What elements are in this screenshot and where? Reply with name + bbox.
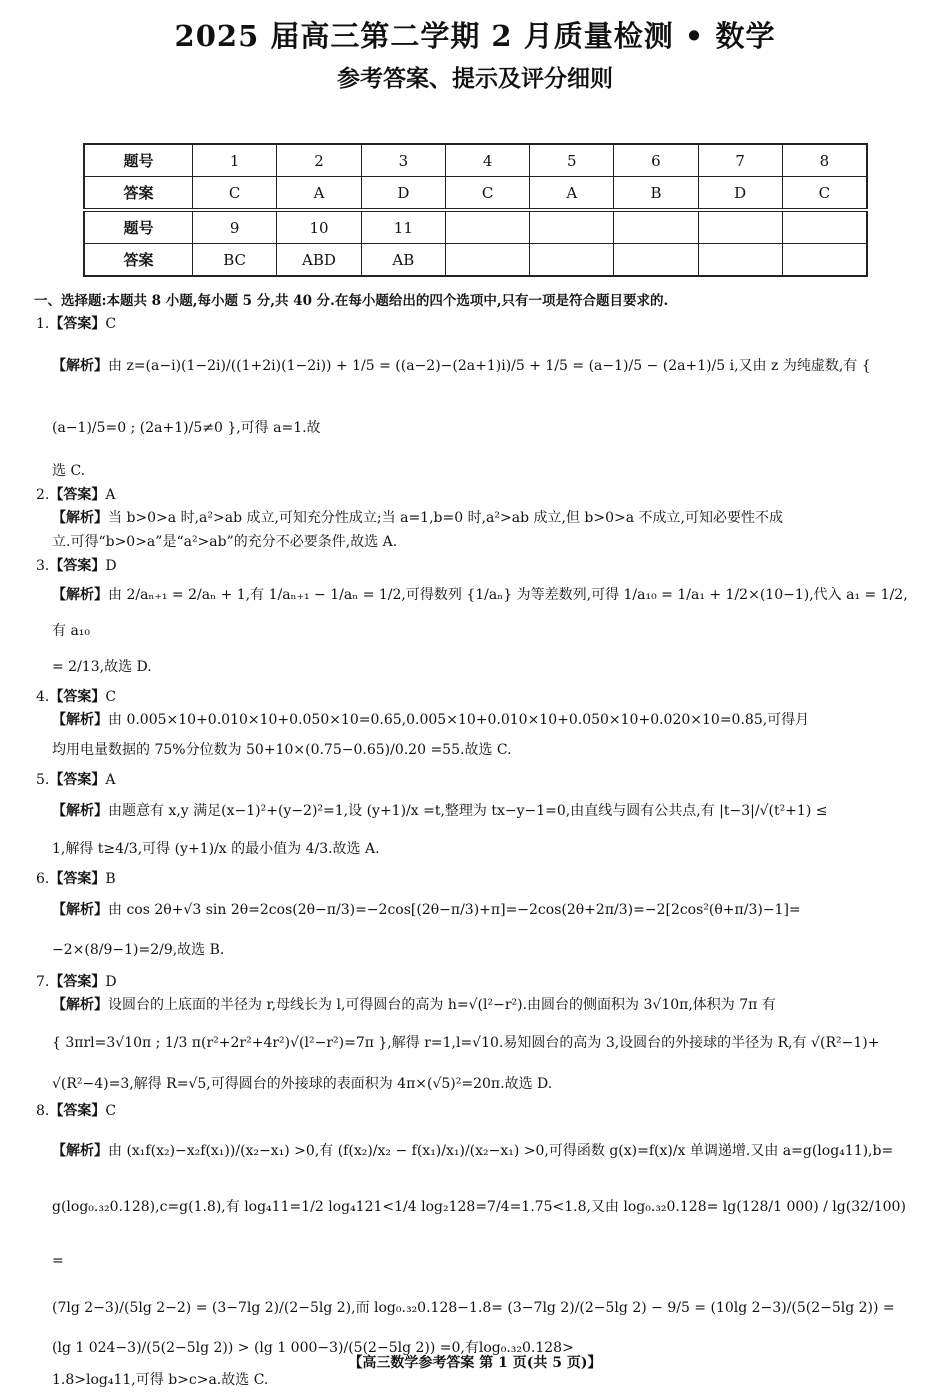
answer-value: D bbox=[105, 974, 117, 990]
table-cell: ABD bbox=[277, 244, 361, 277]
table-cell: 7 bbox=[698, 144, 782, 177]
table-cell bbox=[530, 210, 614, 244]
explanation-line bbox=[52, 577, 916, 649]
table-cell: 2 bbox=[277, 144, 361, 177]
table-cell bbox=[782, 210, 867, 244]
table-cell: 4 bbox=[446, 144, 530, 177]
solutions bbox=[36, 312, 916, 1392]
question-6 bbox=[36, 867, 916, 970]
answer-line bbox=[36, 685, 916, 708]
explanation-line: 立.可得“b>0>a”是“a²>ab”的充分不必要条件,故选 A. bbox=[52, 534, 398, 550]
question-number: 4. bbox=[36, 689, 50, 705]
table-row bbox=[84, 210, 867, 244]
answer-value: C bbox=[105, 316, 117, 332]
table-cell bbox=[698, 244, 782, 277]
table-row-label: 题号 bbox=[84, 210, 192, 244]
explanation bbox=[36, 577, 916, 685]
answer-value: D bbox=[105, 558, 117, 574]
answer-tag: 【答案】 bbox=[49, 487, 106, 503]
table-cell: AB bbox=[361, 244, 445, 277]
table-cell bbox=[446, 244, 530, 277]
analysis-tag: 【解析】 bbox=[52, 1143, 108, 1159]
question-number: 1. bbox=[36, 316, 50, 332]
answer-tag: 【答案】 bbox=[49, 772, 106, 788]
explanation-line: 均用电量数据的 75%分位数为 50+10×(0.75−0.65)/0.20 =55.故选 C. bbox=[52, 742, 512, 758]
table-cell: 9 bbox=[192, 210, 276, 244]
question-number: 6. bbox=[36, 871, 50, 887]
answer-tag: 【答案】 bbox=[49, 316, 106, 332]
table-cell bbox=[446, 210, 530, 244]
analysis-tag: 【解析】 bbox=[52, 997, 108, 1013]
explanation-line bbox=[52, 993, 916, 1017]
answer-value: A bbox=[105, 772, 116, 788]
table-cell: 3 bbox=[361, 144, 445, 177]
explanation-text: 由题意有 x,y 满足(x−1)²+(y−2)²=1,设 (y+1)/x =t,整理为 tx−y−1=0,由直线与圆有公共点,有 |t−3|/√(t²+1) ≤ bbox=[108, 803, 828, 819]
explanation bbox=[36, 335, 916, 483]
table-row bbox=[84, 244, 867, 277]
explanation-text: 由 0.005×10+0.010×10+0.050×10=0.65,0.005×10+0.010×10+0.050×10+0.020×10=0.85,可得月 bbox=[108, 712, 810, 728]
answer-line bbox=[36, 970, 916, 993]
explanation-text: 由 z=(a−i)(1−2i)/((1+2i)(1−2i)) + 1/5 = ((a−2)−(2a+1)i)/5 + 1/5 = (a−1)/5 − (2a+1)/5 i,又由 z 为纯虚数,有 { (a−1)/5=0 ; (2a+1)/5≠0 },可得 a=1.故 bbox=[52, 358, 871, 436]
explanation-line: 1.8>log₄11,可得 b>c>a.故选 C. bbox=[52, 1372, 269, 1388]
explanation-line: −2×(8/9−1)=2/9,故选 B. bbox=[52, 942, 225, 958]
explanation-line: 1,解得 t≥4/3,可得 (y+1)/x 的最小值为 4/3.故选 A. bbox=[52, 841, 380, 857]
question-number: 2. bbox=[36, 487, 50, 503]
table-cell: D bbox=[698, 177, 782, 211]
answer-table bbox=[83, 143, 868, 277]
question-2 bbox=[36, 483, 916, 554]
explanation-line: √(R²−4)=3,解得 R=√5,可得圆台的外接球的表面积为 4π×(√5)²=20π.故选 D. bbox=[52, 1076, 553, 1092]
section-heading: 一、选择题:本题共 8 小题,每小题 5 分,共 40 分.在每小题给出的四个选项中,只有一项是符合题目要求的. bbox=[34, 293, 669, 309]
page-title: 2025 届高三第二学期 2 月质量检测 • 数学 bbox=[174, 19, 776, 53]
table-cell: 6 bbox=[614, 144, 698, 177]
table-cell: 10 bbox=[277, 210, 361, 244]
page-footer: 【高三数学参考答案 第 1 页(共 5 页)】 bbox=[348, 1355, 602, 1371]
table-cell: A bbox=[277, 177, 361, 211]
explanation-line: 选 C. bbox=[52, 463, 86, 479]
explanation-text: 由 cos 2θ+√3 sin 2θ=2cos(2θ−π/3)=−2cos[(2θ−π/3)+π]=−2cos(2θ+2π/3)=−2[2cos²(θ+π/3)−1]= bbox=[108, 902, 801, 918]
explanation-line bbox=[52, 506, 916, 530]
analysis-tag: 【解析】 bbox=[52, 587, 108, 603]
table-cell: BC bbox=[192, 244, 276, 277]
table-cell bbox=[614, 244, 698, 277]
analysis-tag: 【解析】 bbox=[52, 803, 108, 819]
answer-tag: 【答案】 bbox=[49, 689, 106, 705]
answer-line bbox=[36, 483, 916, 506]
explanation-line bbox=[52, 708, 916, 732]
analysis-tag: 【解析】 bbox=[52, 712, 108, 728]
answer-value: C bbox=[105, 689, 117, 705]
question-number: 3. bbox=[36, 558, 50, 574]
analysis-tag: 【解析】 bbox=[52, 510, 108, 526]
answer-tag: 【答案】 bbox=[49, 1103, 106, 1119]
table-cell: B bbox=[614, 177, 698, 211]
table-cell: C bbox=[446, 177, 530, 211]
explanation-line bbox=[52, 890, 916, 930]
explanation-line bbox=[52, 335, 916, 459]
answer-value: B bbox=[105, 871, 116, 887]
explanation-text: 由 (x₁f(x₂)−x₂f(x₁))/(x₂−x₁) >0,有 (f(x₂)/x₂ − f(x₁)/x₁)/(x₂−x₁) >0,可得函数 g(x)=f(x)/x 单调递增.又由 a=g(log₄11),b= bbox=[108, 1143, 894, 1159]
question-number: 8. bbox=[36, 1103, 50, 1119]
answer-tag: 【答案】 bbox=[49, 558, 106, 574]
table-row bbox=[84, 144, 867, 177]
answer-line bbox=[36, 768, 916, 791]
table-cell bbox=[530, 244, 614, 277]
explanation-line: g(log₀.₃₂0.128),c=g(1.8),有 log₄11=1/2 log₄121<1/4 log₂128=7/4=1.75<1.8,又由 log₀.₃₂0.128= lg(128/1 000) / lg(32/100) = bbox=[52, 1199, 906, 1269]
table-cell bbox=[698, 210, 782, 244]
analysis-tag: 【解析】 bbox=[52, 902, 108, 918]
explanation-line: { 3πrl=3√10π ; 1/3 π(r²+2r²+4r²)√(l²−r²)=7π },解得 r=1,l=√10.易知圆台的高为 3,设圆台的外接球的半径为 R,有 √(R²−1)+ bbox=[52, 1035, 880, 1051]
explanation-text: 由 2/aₙ₊₁ = 2/aₙ + 1,有 1/aₙ₊₁ − 1/aₙ = 1/2,可得数列 {1/aₙ} 为等差数列,可得 1/a₁₀ = 1/a₁ + 1/2×(10−1),代入 a₁ = 1/2,有 a₁₀ bbox=[52, 587, 908, 639]
table-cell: 8 bbox=[782, 144, 867, 177]
table-row bbox=[84, 177, 867, 211]
answer-tag: 【答案】 bbox=[49, 871, 106, 887]
question-4 bbox=[36, 685, 916, 768]
question-1 bbox=[36, 312, 916, 483]
explanation-line: = 2/13,故选 D. bbox=[52, 659, 152, 675]
question-7 bbox=[36, 970, 916, 1099]
explanation bbox=[36, 890, 916, 970]
explanation bbox=[36, 993, 916, 1099]
page-subtitle: 参考答案、提示及评分细则 bbox=[337, 65, 613, 92]
answer-tag: 【答案】 bbox=[49, 974, 106, 990]
table-cell: 11 bbox=[361, 210, 445, 244]
table-cell bbox=[782, 244, 867, 277]
explanation-line: (7lg 2−3)/(5lg 2−2) = (3−7lg 2)/(2−5lg 2),而 log₀.₃₂0.128−1.8= (3−7lg 2)/(2−5lg 2) − 9/5 = (10lg 2−3)/(5(2−5lg 2)) = (lg 1 024−3)/(5(2−5lg 2)) > (lg 1 000−3)/(5(2−5lg 2)) =0,有log₀.₃₂0.128> bbox=[52, 1300, 895, 1356]
explanation bbox=[36, 791, 916, 867]
explanation bbox=[36, 506, 916, 554]
answer-value: A bbox=[105, 487, 116, 503]
answer-line bbox=[36, 1099, 916, 1122]
answer-line bbox=[36, 867, 916, 890]
question-number: 5. bbox=[36, 772, 50, 788]
question-5 bbox=[36, 768, 916, 867]
table-cell: A bbox=[530, 177, 614, 211]
table-cell: 5 bbox=[530, 144, 614, 177]
analysis-tag: 【解析】 bbox=[52, 358, 108, 374]
table-cell: C bbox=[192, 177, 276, 211]
table-cell: D bbox=[361, 177, 445, 211]
explanation-text: 设圆台的上底面的半径为 r,母线长为 l,可得圆台的高为 h=√(l²−r²).由圆台的侧面积为 3√10π,体积为 7π 有 bbox=[108, 997, 776, 1013]
table-row-label: 题号 bbox=[84, 144, 192, 177]
explanation bbox=[36, 708, 916, 768]
explanation-line bbox=[52, 1122, 916, 1180]
question-8 bbox=[36, 1099, 916, 1392]
question-number: 7. bbox=[36, 974, 50, 990]
answer-value: C bbox=[105, 1103, 117, 1119]
table-row-label: 答案 bbox=[84, 177, 192, 211]
answer-line bbox=[36, 554, 916, 577]
explanation-text: 当 b>0>a 时,a²>ab 成立,可知充分性成立;当 a=1,b=0 时,a²>ab 成立,但 b>0>a 不成立,可知必要性不成 bbox=[108, 510, 783, 526]
table-row-label: 答案 bbox=[84, 244, 192, 277]
table-cell: C bbox=[782, 177, 867, 211]
table-cell bbox=[614, 210, 698, 244]
table-cell: 1 bbox=[192, 144, 276, 177]
question-3 bbox=[36, 554, 916, 685]
answer-line bbox=[36, 312, 916, 335]
explanation-line bbox=[52, 791, 916, 831]
